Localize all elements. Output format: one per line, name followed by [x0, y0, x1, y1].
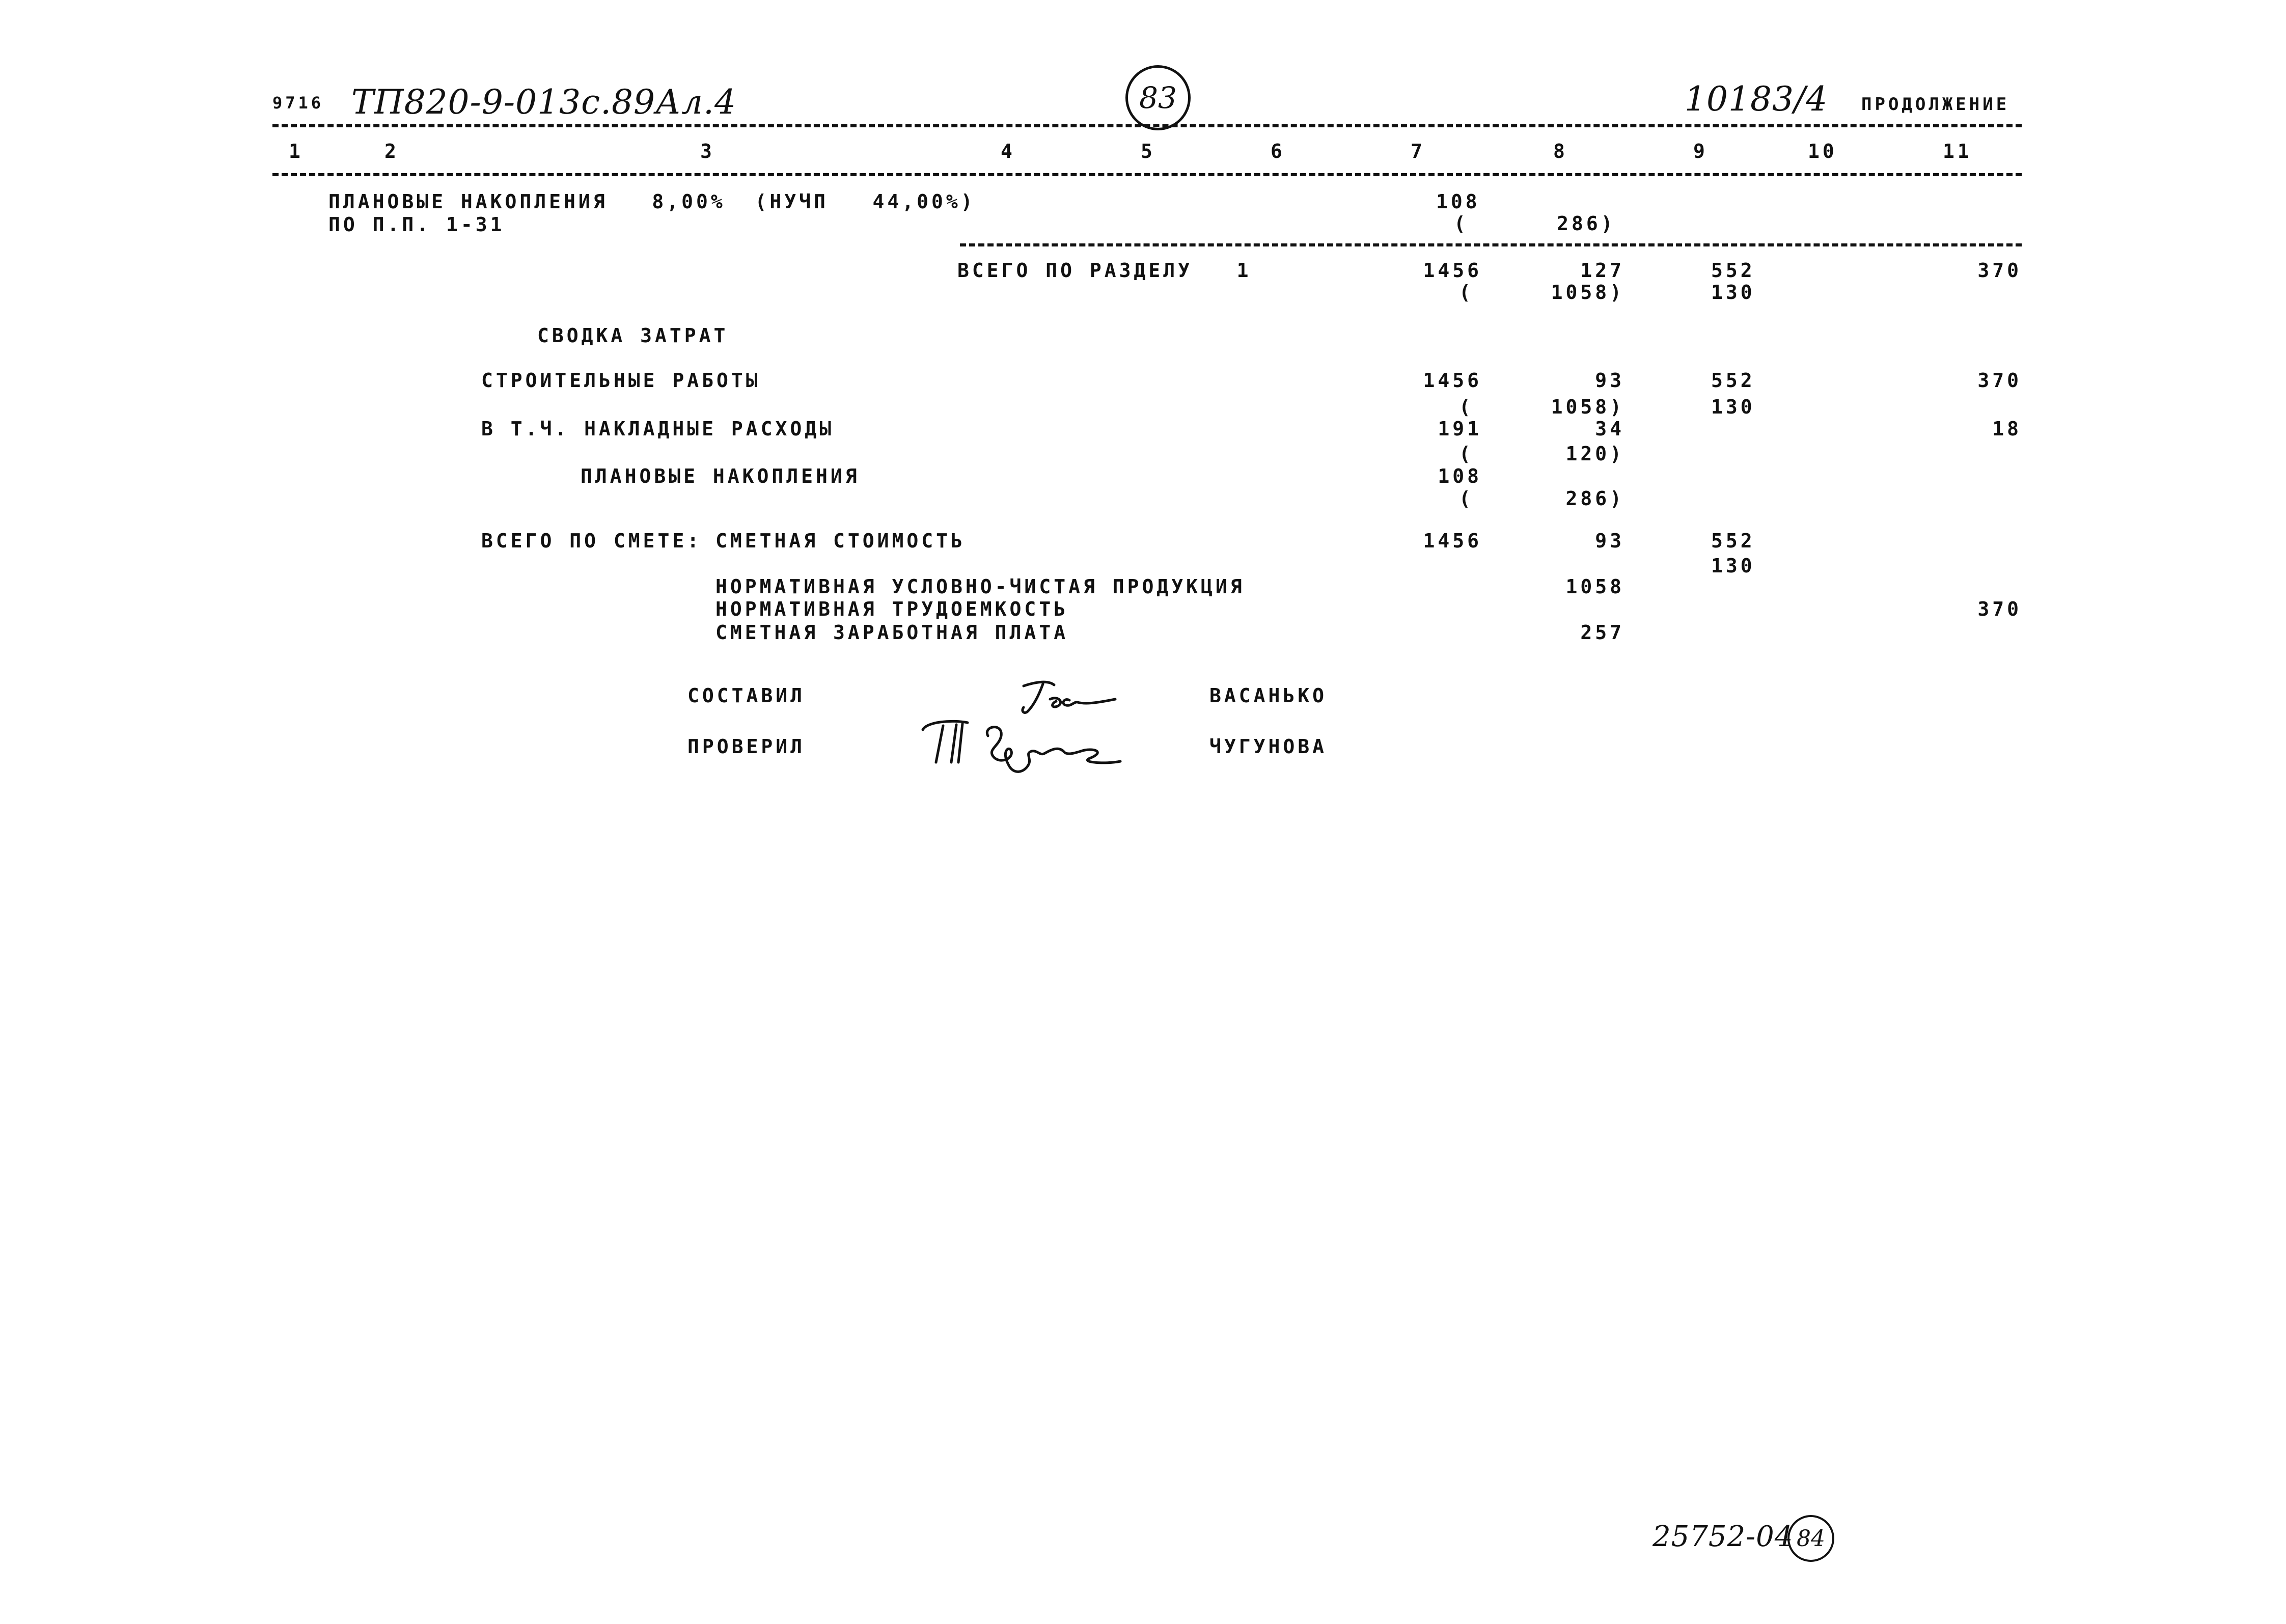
- section-total-col8: 127: [1580, 259, 1624, 282]
- construction-label: СТРОИТЕЛЬНЫЕ РАБОТЫ: [481, 369, 761, 392]
- construction-col8-b: 1058): [1551, 396, 1624, 418]
- col-number-8: 8: [1553, 140, 1568, 162]
- planned-label: ПЛАНОВЫЕ НАКОПЛЕНИЯ: [581, 465, 860, 487]
- overhead-col11: 18: [1992, 418, 2022, 440]
- planned-accumulation-col7: 108: [1436, 190, 1480, 213]
- construction-col9-b: 130: [1711, 396, 1755, 418]
- checked-signature: [912, 715, 1141, 782]
- estimate-cost-label: СМЕТНАЯ СТОИМОСТЬ: [715, 530, 966, 552]
- overhead-col8-b: 120): [1565, 443, 1624, 465]
- footer-page-stamp: [1787, 1515, 1834, 1562]
- planned-col7: 108: [1438, 465, 1482, 487]
- estimate-total-col7: 1456: [1423, 530, 1482, 552]
- section-total-col7-b: (: [1459, 281, 1474, 304]
- doc-code: 9716: [272, 93, 324, 113]
- compiled-name: ВАСАНЬКО: [1209, 684, 1328, 707]
- section-total-rule: [960, 243, 2022, 246]
- section-total-label: ВСЕГО ПО РАЗДЕЛУ 1: [957, 259, 1252, 282]
- construction-col9: 552: [1711, 369, 1755, 392]
- col-number-7: 7: [1411, 140, 1425, 162]
- labor-label: НОРМАТИВНАЯ ТРУДОЕМКОСТЬ: [715, 598, 1069, 620]
- planned-col7-b: (: [1459, 487, 1474, 510]
- overhead-col7: 191: [1438, 418, 1482, 440]
- page-number-stamp: [1125, 65, 1191, 130]
- overhead-col7-b: (: [1459, 443, 1474, 465]
- summary-title: СВОДКА ЗАТРАТ: [537, 324, 729, 347]
- column-numbers-row: [272, 142, 2022, 162]
- compiled-label: СОСТАВИЛ: [687, 684, 806, 707]
- section-total-col9: 552: [1711, 259, 1755, 282]
- col-number-10: 10: [1808, 140, 1837, 162]
- net-product-value: 1058: [1565, 575, 1624, 598]
- estimate-total-label: ВСЕГО ПО СМЕТЕ:: [481, 530, 702, 552]
- planned-accumulation-col8: ( 286): [1454, 212, 1616, 235]
- col-number-1: 1: [289, 140, 304, 162]
- register-number: 10183/4: [1685, 79, 1828, 119]
- estimate-total-col9-b: 130: [1711, 555, 1755, 577]
- construction-col11: 370: [1977, 369, 2022, 392]
- overhead-label: В Т.Ч. НАКЛАДНЫЕ РАСХОДЫ: [481, 418, 835, 440]
- project-number: ТП820-9-013с.89Ал.4: [351, 82, 737, 122]
- wages-value: 257: [1580, 621, 1624, 644]
- col-number-9: 9: [1693, 140, 1708, 162]
- col-number-4: 4: [1001, 140, 1015, 162]
- col-number-5: 5: [1141, 140, 1155, 162]
- section-total-col9-b: 130: [1711, 281, 1755, 304]
- col-number-2: 2: [384, 140, 399, 162]
- wages-label: СМЕТНАЯ ЗАРАБОТНАЯ ПЛАТА: [715, 621, 1069, 644]
- footer-page-number: 84: [1797, 1525, 1825, 1552]
- section-total-col8-b: 1058): [1551, 281, 1624, 304]
- compiled-signature: [1013, 675, 1146, 721]
- col-number-3: 3: [700, 140, 715, 162]
- col-number-6: 6: [1271, 140, 1285, 162]
- continuation-label: ПРОДОЛЖЕНИЕ: [1861, 94, 2010, 115]
- footer-code: 25752-04: [1652, 1520, 1794, 1553]
- estimate-total-col8: 93: [1595, 530, 1624, 552]
- overhead-col8: 34: [1595, 418, 1624, 440]
- header-rule-top: [272, 124, 2022, 127]
- col-number-11: 11: [1943, 140, 1972, 162]
- construction-col7-b: (: [1459, 396, 1474, 418]
- section-total-col7: 1456: [1423, 259, 1482, 282]
- planned-col8-b: 286): [1565, 487, 1624, 510]
- net-product-label: НОРМАТИВНАЯ УСЛОВНО-ЧИСТАЯ ПРОДУКЦИЯ: [715, 575, 1245, 598]
- labor-value: 370: [1977, 598, 2022, 620]
- header-rule-bottom: [272, 173, 2022, 176]
- estimate-total-col9: 552: [1711, 530, 1755, 552]
- planned-accumulation-ref: ПО П.П. 1-31: [328, 213, 505, 236]
- construction-col7: 1456: [1423, 369, 1482, 392]
- planned-accumulation-text: ПЛАНОВЫЕ НАКОПЛЕНИЯ 8,00% (НУЧП 44,00%): [328, 190, 976, 213]
- construction-col8: 93: [1595, 369, 1624, 392]
- checked-name: ЧУГУНОВА: [1209, 735, 1328, 758]
- page-number: 83: [1139, 80, 1177, 115]
- checked-label: ПРОВЕРИЛ: [687, 735, 806, 758]
- section-total-col11: 370: [1977, 259, 2022, 282]
